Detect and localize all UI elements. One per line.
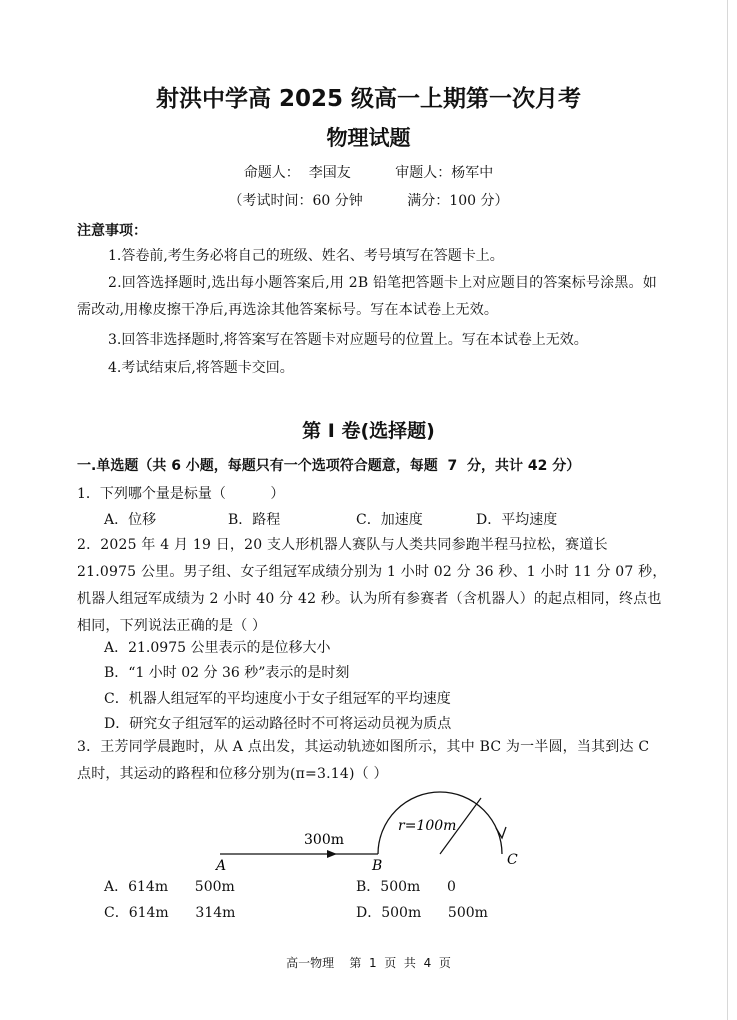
point-b-label: B [372, 858, 383, 874]
note-item-4: 4.考试结束后,将答题卡交回。 [108, 360, 294, 376]
q3-option-d: D．500m 500m [356, 905, 488, 921]
exam-title: 射洪中学高 2025 级高一上期第一次月考 [155, 86, 582, 112]
q1-option-b: B．路程 [228, 512, 281, 528]
notes-heading: 注意事项： [77, 223, 147, 239]
q1-stem: 1．下列哪个量是标量（ ） [77, 486, 285, 502]
q3-trajectory-figure [200, 780, 540, 875]
q2-option-a: A．21.0975 公里表示的是位移大小 [104, 640, 331, 656]
page-edge-line [727, 0, 728, 1020]
q3-option-a: A．614m 500m [104, 879, 235, 895]
time-line: （考试时间：60 分钟 满分：100 分） [228, 193, 509, 209]
section-title: 第 I 卷(选择题) [302, 420, 435, 442]
q3-stem: 3．王芳同学晨跑时，从 A 点出发，其运动轨迹如图所示，其中 BC 为一半圆，当其到达 C 点时，其运动的路程和位移分别为(π=3.14)（ ） [77, 739, 650, 782]
note-item-3: 3.回答非选择题时,将答案写在答题卡对应题号的位置上。写在本试卷上无效。 [108, 332, 588, 348]
q2-stem: 2．2025 年 4 月 19 日，20 支人形机器人赛队与人类共同参跑半程马拉松，赛道长 21.0975 公里。男子组、女子组冠军成绩分别为 1 小时 02 分 36 秒、1 小时 11 分 07 秒，机器人组冠军成绩为 2 小时 40 分 42 秒。认为所有参赛者（含机器人）的起点相同，终点也相同，下列说法正确的是（ ） [77, 537, 667, 634]
q2-option-b: B．“1 小时 02 分 36 秒”表示的是时刻 [104, 665, 350, 681]
part-heading: 一.单选题（共 6 小题，每题只有一个选项符合题意，每题 7 分，共计 42 分） [77, 458, 581, 474]
note-item-1: 1.答卷前,考生务必将自己的班级、姓名、考号填写在答题卡上。 [108, 248, 504, 264]
q1-option-a: A．位移 [104, 512, 157, 528]
q3-option-c: C．614m 314m [104, 905, 236, 921]
radius-label: r=100m [398, 818, 457, 834]
q3-option-b: B．500m 0 [356, 879, 456, 895]
seg-label: 300m [304, 832, 344, 848]
arc-arrowhead [496, 827, 506, 838]
page-footer: 高一物理 第 1 页 共 4 页 [286, 956, 451, 970]
q2-option-d: D．研究女子组冠军的运动路径时不可将运动员视为质点 [104, 716, 452, 732]
point-a-label: A [216, 858, 227, 874]
q2-option-c: C．机器人组冠军的平均速度小于女子组冠军的平均速度 [104, 691, 451, 707]
note-item-2: 2.回答选择题时,选出每小题答案后,用 2B 铅笔把答题卡上对应题目的答案标号涂黑。如需改动,用橡皮擦干净后,再选涂其他答案标号。写在本试卷上无效。 [77, 275, 657, 318]
author-line: 命题人： 李国友 审题人：杨军中 [243, 165, 494, 181]
exam-subtitle: 物理试题 [326, 126, 411, 150]
point-c-label: C [507, 852, 518, 868]
q1-option-d: D．平均速度 [476, 512, 558, 528]
q1-option-c: C．加速度 [356, 512, 423, 528]
